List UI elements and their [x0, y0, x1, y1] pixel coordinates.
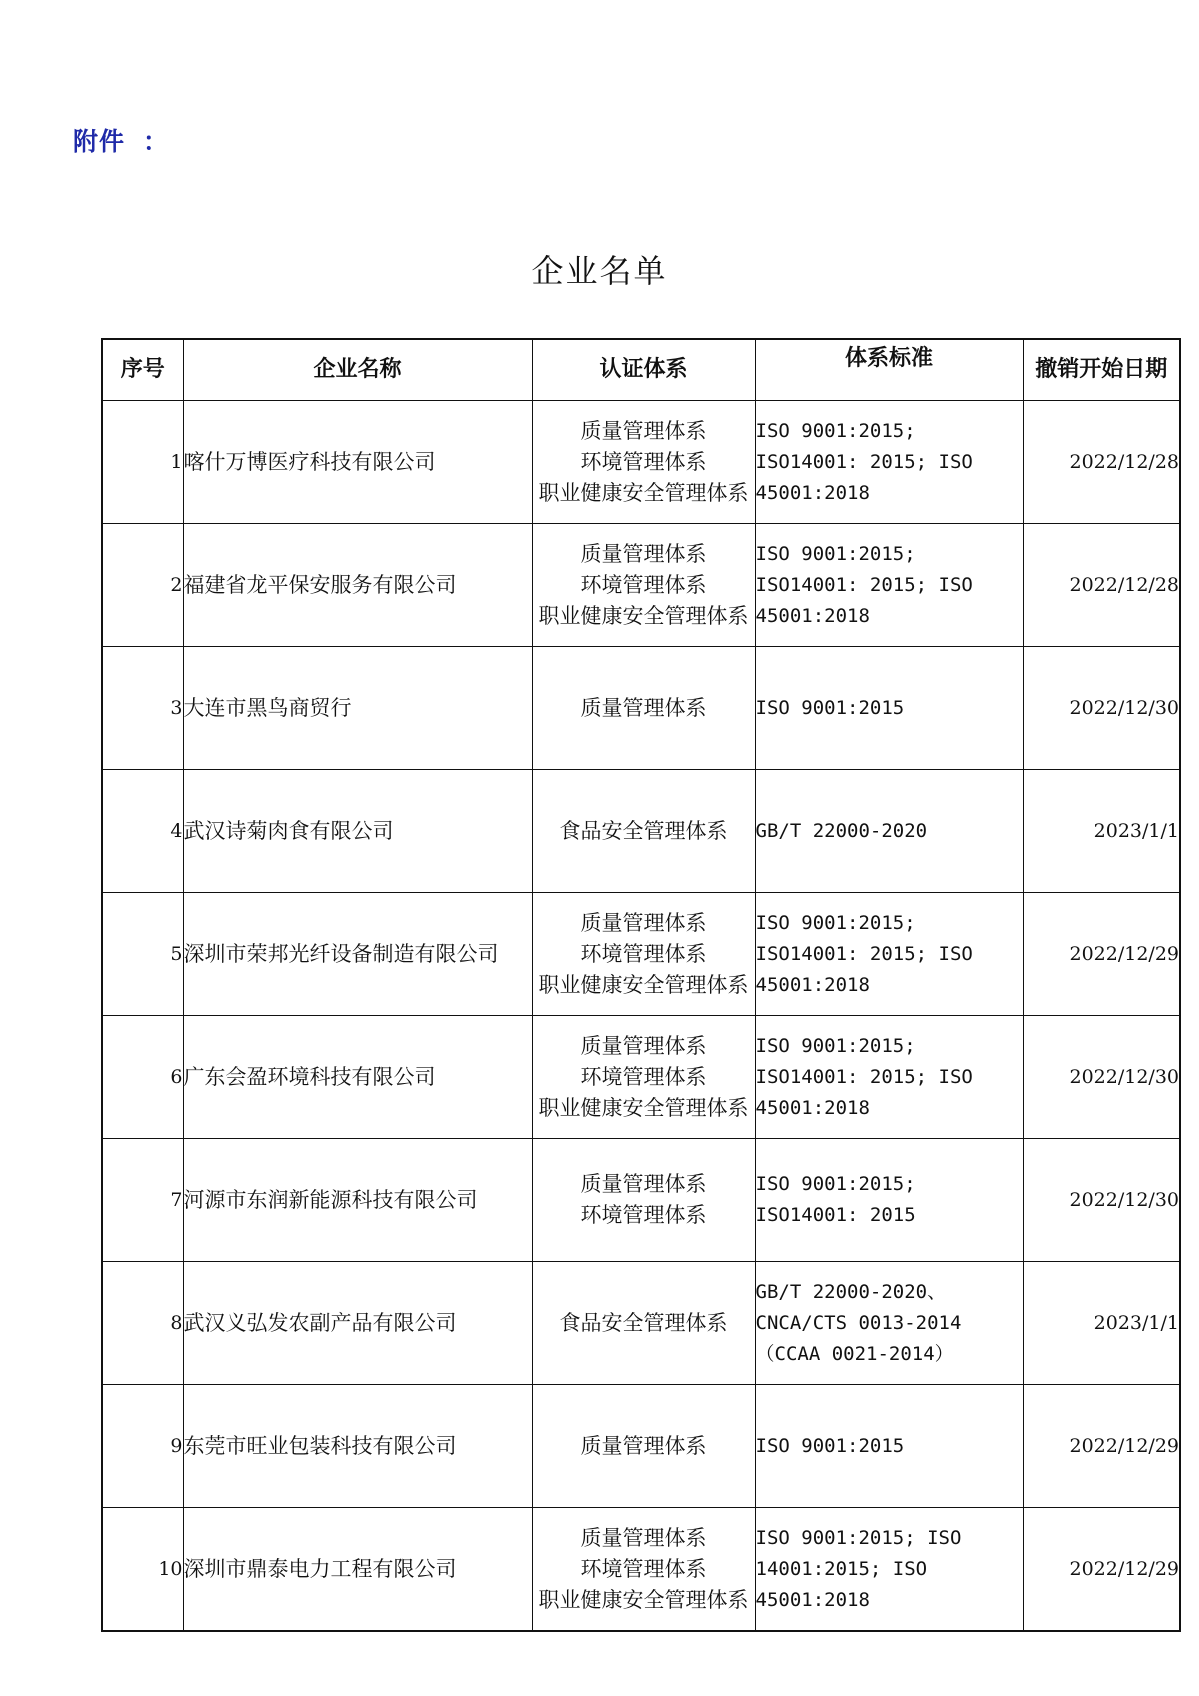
- row-number: 4: [102, 770, 183, 893]
- table-row: [102, 1139, 1180, 1262]
- table-row: [102, 770, 1180, 893]
- table-row: [102, 1016, 1180, 1139]
- certification-systems: [532, 524, 755, 647]
- standard-line: ISO 9001:2015: [755, 1434, 905, 1457]
- system-item: 环境管理体系: [580, 449, 707, 474]
- system-standards: [755, 1508, 1023, 1632]
- revocation-date: 2022/12/29: [1023, 1508, 1180, 1632]
- system-item: 职业健康安全管理体系: [538, 603, 749, 628]
- system-item: 食品安全管理体系: [559, 818, 728, 843]
- header-no: 序号: [102, 339, 183, 401]
- revocation-date: 2022/12/29: [1023, 893, 1180, 1016]
- system-standards: [755, 1139, 1023, 1262]
- standard-line: 45001:2018: [755, 1096, 870, 1119]
- company-name: 东莞市旺业包装科技有限公司: [183, 1385, 532, 1508]
- revocation-date: 2022/12/30: [1023, 1016, 1180, 1139]
- system-standards: [755, 647, 1023, 770]
- company-name: 大连市黑鸟商贸行: [183, 647, 532, 770]
- standard-line: 45001:2018: [755, 973, 870, 996]
- table-row: [102, 401, 1180, 524]
- standard-line: ISO 9001:2015;: [755, 1173, 916, 1195]
- system-item: 质量管理体系: [580, 1033, 707, 1058]
- certification-systems: [532, 401, 755, 524]
- row-number: 3: [102, 647, 183, 770]
- certification-systems: [532, 1139, 755, 1262]
- table-row: [102, 1385, 1180, 1508]
- standard-line: GB/T 22000-2020、: [755, 1280, 947, 1303]
- system-item: 职业健康安全管理体系: [538, 1095, 749, 1120]
- certification-systems: [532, 770, 755, 893]
- header-date: 撤销开始日期: [1023, 339, 1180, 401]
- revocation-date: 2022/12/28: [1023, 401, 1180, 524]
- system-standards: [755, 1385, 1023, 1508]
- certification-systems: [532, 893, 755, 1016]
- company-name: 深圳市荣邦光纤设备制造有限公司: [183, 893, 532, 1016]
- system-item: 质量管理体系: [580, 695, 707, 720]
- system-standards: [755, 1016, 1023, 1139]
- row-number: 9: [102, 1385, 183, 1508]
- system-item: 食品安全管理体系: [559, 1310, 728, 1335]
- row-number: 7: [102, 1139, 183, 1262]
- system-item: 质量管理体系: [580, 910, 707, 935]
- revocation-date: 2022/12/28: [1023, 524, 1180, 647]
- system-standards: [755, 1262, 1023, 1385]
- standard-line: ISO 9001:2015;: [755, 419, 916, 442]
- system-item: 职业健康安全管理体系: [538, 972, 749, 997]
- table-row: [102, 524, 1180, 647]
- system-standards: [755, 524, 1023, 647]
- company-name: 武汉义弘发农副产品有限公司: [183, 1262, 532, 1385]
- system-item: 质量管理体系: [580, 1433, 707, 1458]
- standard-line: ISO 9001:2015;: [755, 911, 916, 934]
- attachment-colon: ：: [143, 127, 170, 156]
- system-item: 职业健康安全管理体系: [538, 480, 749, 505]
- standard-line: ISO 9001:2015;: [755, 1034, 916, 1057]
- certification-systems: [532, 1262, 755, 1385]
- row-number: 2: [102, 524, 183, 647]
- standard-line: 45001:2018: [755, 604, 870, 627]
- table-row: [102, 647, 1180, 770]
- revocation-date: 2023/1/1: [1023, 1262, 1180, 1385]
- company-name: 深圳市鼎泰电力工程有限公司: [183, 1508, 532, 1632]
- system-item: 环境管理体系: [580, 1556, 707, 1581]
- row-number: 8: [102, 1262, 183, 1385]
- page-title: 企业名单: [531, 252, 668, 290]
- enterprise-table: [101, 338, 1181, 1632]
- table-row: [102, 1508, 1180, 1632]
- row-number: 10: [102, 1508, 183, 1632]
- table-row: [102, 893, 1180, 1016]
- certification-systems: [532, 1016, 755, 1139]
- certification-systems: [532, 1385, 755, 1508]
- standard-line: ISO 9001:2015: [755, 696, 905, 719]
- system-item: 环境管理体系: [580, 572, 707, 597]
- standard-line: 45001:2018: [755, 481, 870, 504]
- system-standards: [755, 770, 1023, 893]
- standard-line: ISO 9001:2015; ISO: [755, 1526, 962, 1549]
- revocation-date: 2022/12/30: [1023, 647, 1180, 770]
- system-item: 质量管理体系: [580, 418, 707, 443]
- system-item: 环境管理体系: [580, 1203, 707, 1227]
- standard-line: ISO14001: 2015; ISO: [755, 1065, 973, 1088]
- row-number: 6: [102, 1016, 183, 1139]
- attachment-text: 附件: [73, 127, 126, 156]
- revocation-date: 2023/1/1: [1023, 770, 1180, 893]
- standard-line: GB/T 22000-2020: [755, 819, 928, 842]
- system-item: 环境管理体系: [580, 1064, 707, 1089]
- header-system: 认证体系: [532, 339, 755, 401]
- table-row: [102, 1262, 1180, 1385]
- company-name: 喀什万博医疗科技有限公司: [183, 401, 532, 524]
- standard-line: CNCA/CTS 0013-2014: [755, 1311, 962, 1334]
- standard-line: ISO14001: 2015; ISO: [755, 450, 973, 473]
- table-header-row: [102, 339, 1180, 401]
- header-name: 企业名称: [183, 339, 532, 401]
- company-name: 福建省龙平保安服务有限公司: [183, 524, 532, 647]
- standard-line: ISO14001: 2015; ISO: [755, 942, 973, 965]
- company-name: 广东会盈环境科技有限公司: [183, 1016, 532, 1139]
- system-item: 质量管理体系: [580, 1525, 707, 1550]
- table-body: [102, 401, 1180, 1632]
- system-standards: [755, 401, 1023, 524]
- company-name: 河源市东润新能源科技有限公司: [183, 1139, 532, 1262]
- standard-line: 45001:2018: [755, 1588, 870, 1611]
- system-item: 职业健康安全管理体系: [538, 1587, 749, 1612]
- standard-line: （CCAA 0021-2014）: [755, 1342, 954, 1365]
- system-item: 质量管理体系: [580, 1172, 707, 1196]
- standard-line: ISO14001: 2015; ISO: [755, 573, 973, 596]
- standard-line: 14001:2015; ISO: [755, 1557, 928, 1580]
- attachment-label: [73, 122, 169, 158]
- revocation-date: 2022/12/29: [1023, 1385, 1180, 1508]
- certification-systems: [532, 1508, 755, 1632]
- certification-systems: [532, 647, 755, 770]
- row-number: 5: [102, 893, 183, 1016]
- company-name: 武汉诗菊肉食有限公司: [183, 770, 532, 893]
- system-standards: [755, 893, 1023, 1016]
- revocation-date: 2022/12/30: [1023, 1139, 1180, 1262]
- row-number: 1: [102, 401, 183, 524]
- header-standard: 体系标准: [755, 339, 1023, 401]
- system-item: 环境管理体系: [580, 941, 707, 966]
- system-item: 质量管理体系: [580, 541, 707, 566]
- standard-line: ISO14001: 2015: [755, 1204, 916, 1226]
- standard-line: ISO 9001:2015;: [755, 542, 916, 565]
